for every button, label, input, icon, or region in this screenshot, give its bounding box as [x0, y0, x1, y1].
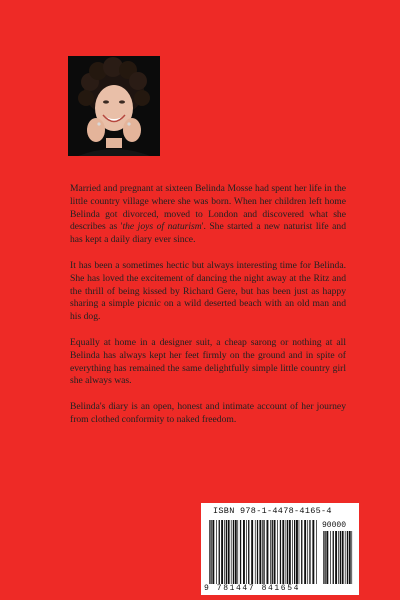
barcode-bar — [338, 531, 339, 584]
barcode-bar — [289, 520, 291, 584]
barcode-bar — [345, 531, 346, 584]
blurb-p1-italic: the joys of naturism — [122, 221, 202, 233]
barcode-bar — [307, 520, 308, 584]
blurb-paragraph-4: Belinda's diary is an open, honest and intimate account of her journey from clothed conformity to naked freedom. — [70, 401, 346, 425]
barcode-bar — [351, 531, 352, 584]
barcode-bar — [292, 520, 293, 584]
barcode-bar — [324, 531, 325, 584]
isbn-label: ISBN 978-1-4478-4165-4 — [213, 506, 332, 516]
barcode-bar — [210, 520, 211, 584]
barcode-bar — [270, 520, 271, 584]
author-photo — [68, 56, 160, 156]
barcode-bar — [304, 520, 306, 584]
blurb-p1-text: Married and pregnant at sixteen Belinda Mosse had spent her life in the little country village where she was born. When her children left home Belinda got divorced, moved to London and discovered what she describes as ' — [70, 183, 346, 233]
barcode-bar — [277, 520, 278, 584]
barcode-bar — [282, 520, 284, 584]
barcode-bar — [330, 531, 331, 584]
back-cover-blurb — [70, 183, 346, 440]
barcode-bar — [323, 531, 324, 584]
barcode-bar — [231, 520, 232, 584]
isbn-barcode — [201, 503, 359, 595]
barcode-bar — [259, 520, 261, 584]
barcode-bar — [349, 531, 351, 584]
blurb-paragraph-1 — [70, 183, 346, 247]
barcode-bar — [257, 520, 258, 584]
barcode-bar — [287, 520, 288, 584]
barcode-bar — [221, 520, 223, 584]
barcode-bar — [216, 520, 217, 584]
barcode-bar — [299, 520, 300, 584]
barcode-bar — [272, 520, 273, 584]
barcode-bar — [296, 520, 298, 584]
barcode-bar — [235, 520, 237, 584]
barcode-bar — [243, 520, 245, 584]
barcode-bar — [316, 520, 317, 584]
barcode-bar — [335, 531, 337, 584]
barcode-bar — [219, 520, 220, 584]
barcode-bar — [342, 531, 344, 584]
author-portrait-image — [68, 56, 160, 156]
barcode-bar — [233, 520, 234, 584]
addon-barcode-bars — [322, 531, 354, 584]
barcode-bar — [226, 520, 227, 584]
barcode-bar — [263, 520, 264, 584]
barcode-bar — [248, 520, 249, 584]
barcode-bar — [274, 520, 276, 584]
barcode-bar — [326, 531, 328, 584]
blurb-p1-text-end: '. She started a new naturist life and has kept a daily diary ever since. — [70, 221, 346, 246]
blurb-paragraph-2: It has been a sometimes hectic but always interesting time for Belinda. She has loved the excitement of dancing the night away at the Ritz and the thrill of being kissed by Richard Gere, but has been just as happy sharing a simple picnic on a wild deserted beach with an old man and his dog. — [70, 259, 346, 323]
ean-barcode-bars — [208, 520, 318, 584]
barcode-bar — [294, 520, 295, 584]
barcode-bar — [251, 520, 253, 584]
barcode-bar — [255, 520, 256, 584]
barcode-bar — [340, 531, 341, 584]
barcode-bar — [333, 531, 334, 584]
barcode-bar — [212, 520, 214, 584]
barcode-bar — [209, 520, 210, 584]
barcode-bar — [246, 520, 247, 584]
blurb-paragraph-3: Equally at home in a designer suit, a cheap sarong or nothing at all Belinda has always kept her feet firmly on the ground and in spite of everything has remained the same delightfully simple little country girl she always was. — [70, 336, 346, 387]
barcode-bar — [347, 531, 348, 584]
barcode-bar — [286, 520, 287, 584]
ean-digits: 9 781447 841654 — [204, 584, 301, 593]
price-code: 90000 — [322, 521, 347, 530]
barcode-bar — [267, 520, 269, 584]
barcode-bar — [309, 520, 310, 584]
barcode-bar — [312, 520, 314, 584]
barcode-bar — [237, 520, 238, 584]
barcode-bar — [262, 520, 263, 584]
barcode-bar — [301, 520, 302, 584]
barcode-bar — [240, 520, 241, 584]
barcode-bar — [224, 520, 225, 584]
barcode-bar — [280, 520, 281, 584]
barcode-bar — [228, 520, 230, 584]
